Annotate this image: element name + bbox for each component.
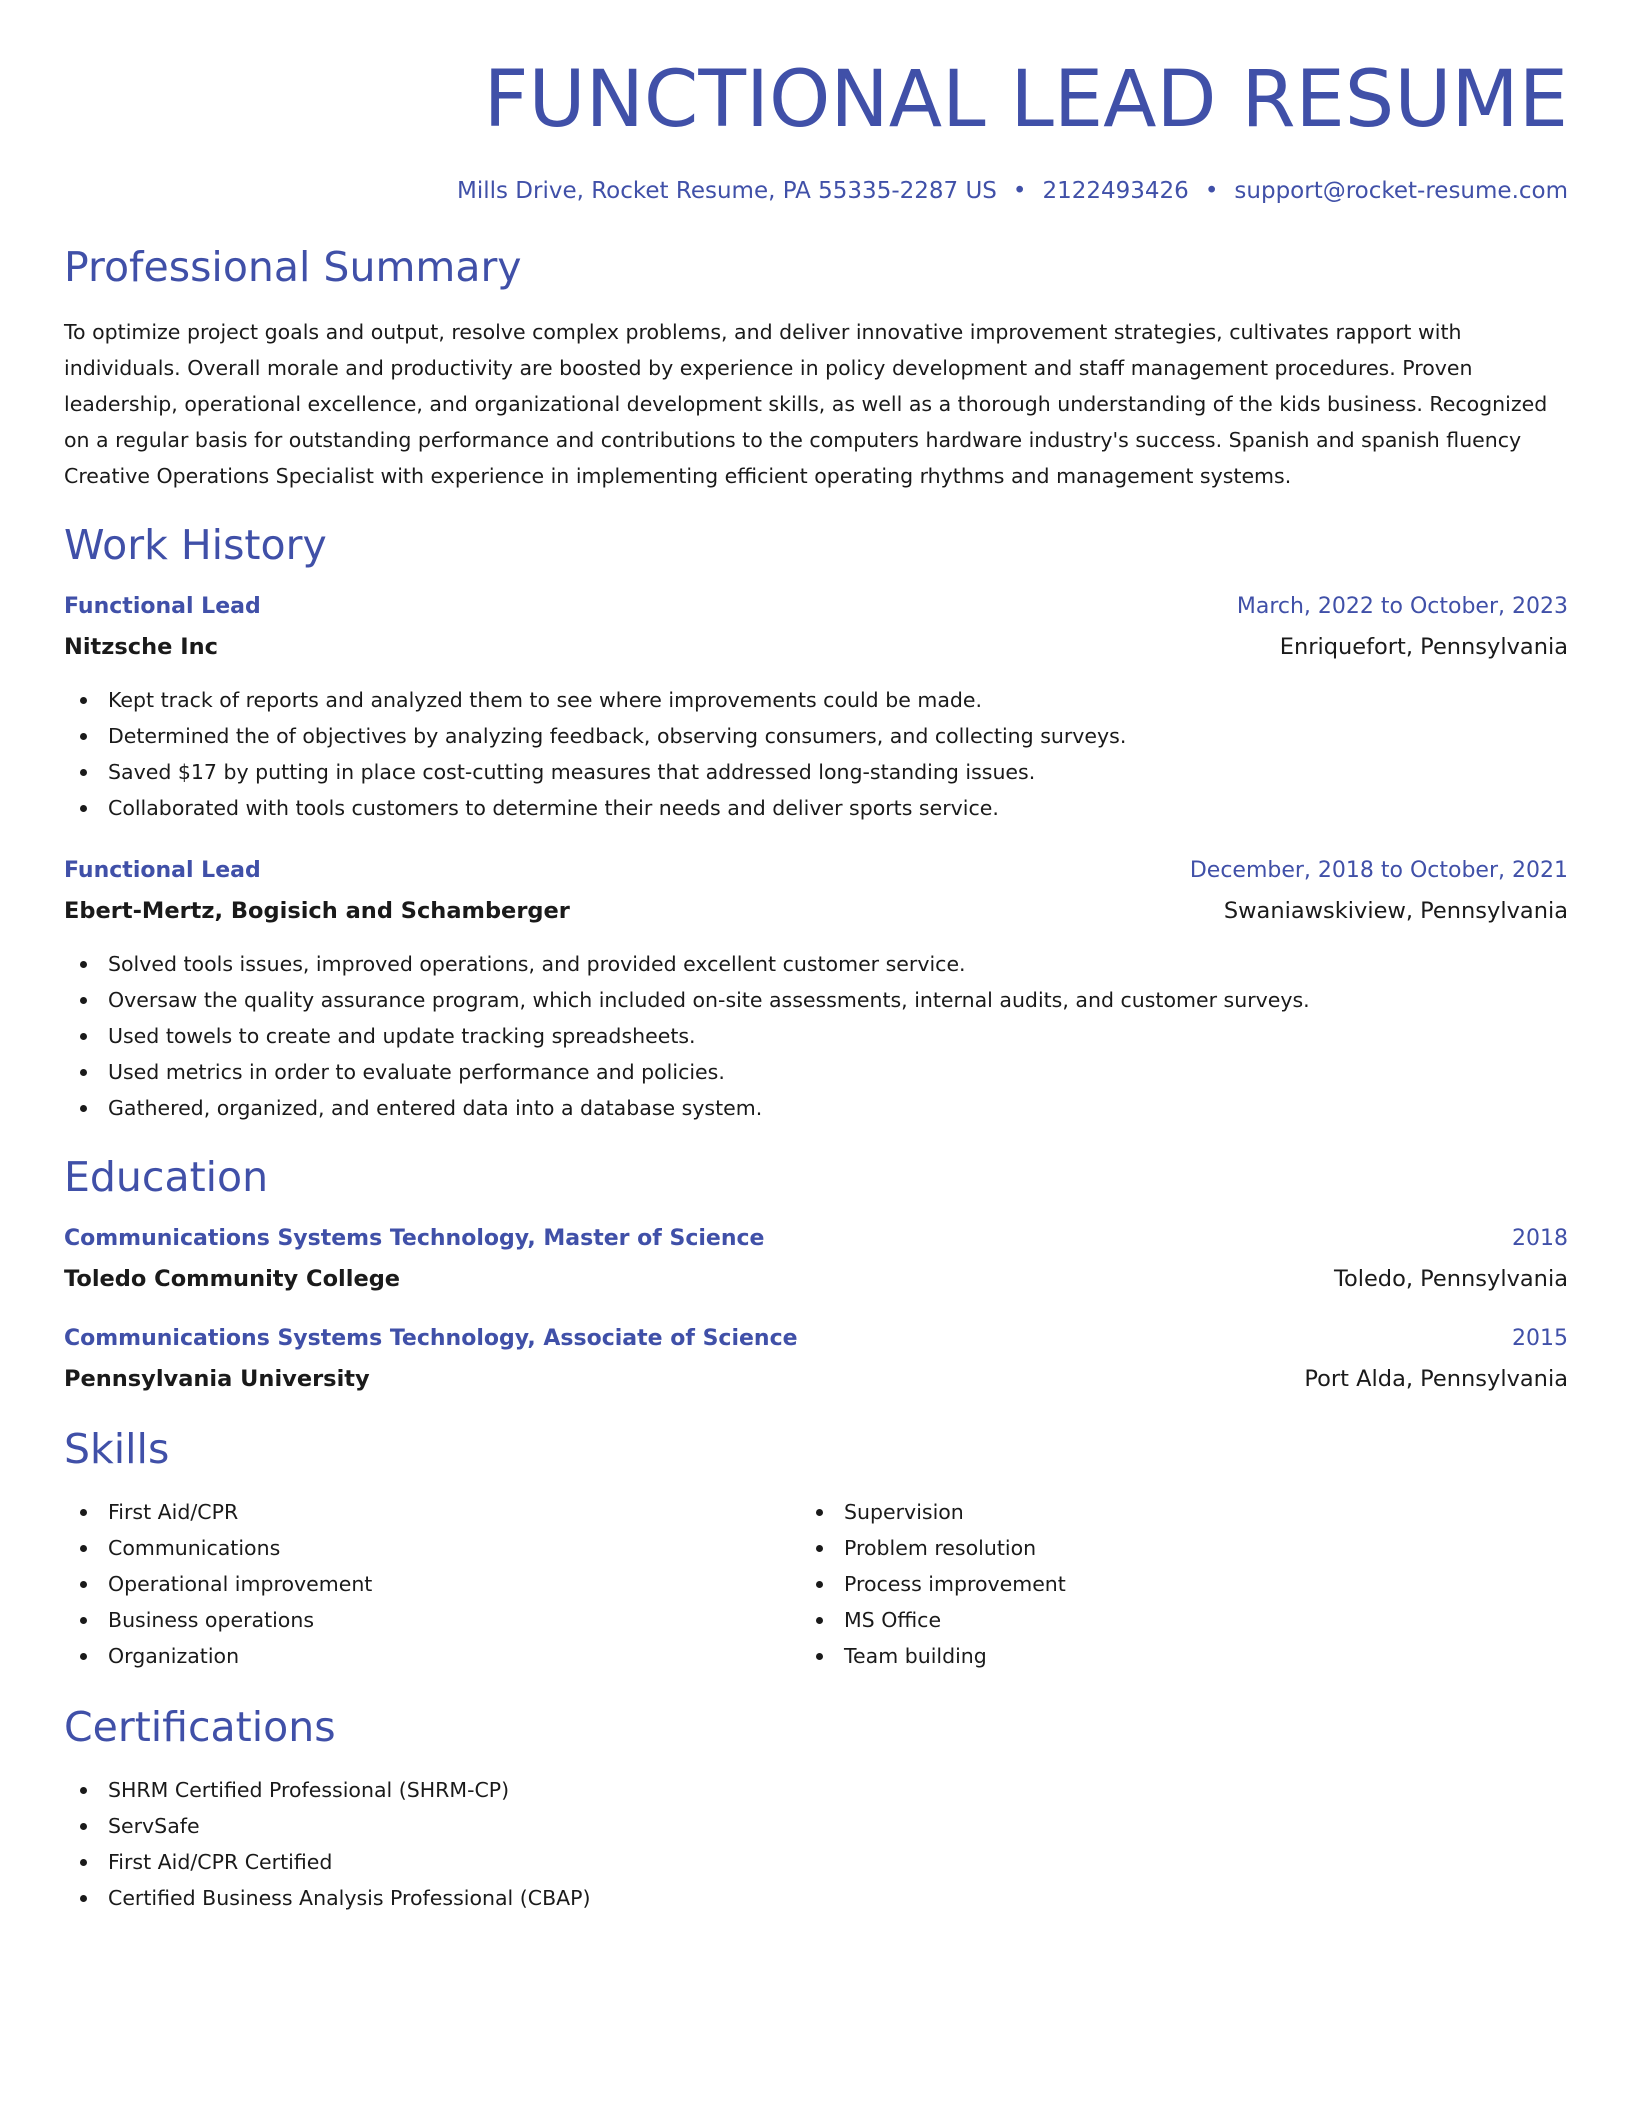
work-history-section bbox=[64, 520, 1568, 1126]
job-company-row bbox=[64, 896, 1568, 926]
job-title-row bbox=[64, 592, 1568, 622]
degree-title: Communications Systems Technology, Master of Science bbox=[64, 1226, 765, 1251]
list-item: Solved tools issues, improved operations, and provided excellent customer service. bbox=[64, 946, 1568, 982]
education-heading: Education bbox=[64, 1153, 269, 1201]
list-item: ServSafe bbox=[64, 1808, 1568, 1844]
list-item: Oversaw the quality assurance program, which included on-site assessments, internal audits, and customer surveys. bbox=[64, 982, 1568, 1018]
degree-title: Communications Systems Technology, Associate of Science bbox=[64, 1326, 798, 1351]
job-entry bbox=[64, 856, 1568, 1126]
certifications-list bbox=[64, 1772, 1568, 1916]
list-item: Business operations bbox=[64, 1602, 800, 1638]
graduation-year: 2018 bbox=[1512, 1226, 1568, 1251]
job-entry bbox=[64, 592, 1568, 826]
resume-header bbox=[64, 50, 1568, 206]
school-row bbox=[64, 1364, 1568, 1394]
list-item: Organization bbox=[64, 1638, 800, 1674]
skills-list-right bbox=[800, 1494, 1536, 1674]
contact-phone[interactable]: 2122493426 bbox=[1042, 178, 1189, 204]
job-dates: December, 2018 to October, 2021 bbox=[1189, 858, 1568, 883]
list-item: Kept track of reports and analyzed them to see where improvements could be made. bbox=[64, 682, 1568, 718]
list-item: First Aid/CPR Certified bbox=[64, 1844, 1568, 1880]
job-company: Nitzsche Inc bbox=[64, 634, 218, 660]
school-location: Port Alda, Pennsylvania bbox=[1304, 1366, 1568, 1392]
contact-separator: • bbox=[1204, 178, 1219, 204]
job-bullets bbox=[64, 682, 1568, 826]
work-history-heading: Work History bbox=[64, 521, 327, 569]
job-title-row bbox=[64, 856, 1568, 886]
resume-title: FUNCTIONAL LEAD RESUME bbox=[483, 55, 1568, 145]
job-company: Ebert-Mertz, Bogisich and Schamberger bbox=[64, 898, 570, 924]
list-item: Certified Business Analysis Professional (CBAP) bbox=[64, 1880, 1568, 1916]
contact-line bbox=[64, 176, 1568, 206]
certifications-section bbox=[64, 1702, 1568, 1916]
list-item: Gathered, organized, and entered data into a database system. bbox=[64, 1090, 1568, 1126]
school-name: Pennsylvania University bbox=[64, 1366, 370, 1392]
list-item: First Aid/CPR bbox=[64, 1494, 800, 1530]
job-location: Enriquefort, Pennsylvania bbox=[1279, 634, 1568, 660]
list-item: SHRM Certified Professional (SHRM-CP) bbox=[64, 1772, 1568, 1808]
list-item: Used metrics in order to evaluate performance and policies. bbox=[64, 1054, 1568, 1090]
education-section bbox=[64, 1152, 1568, 1394]
summary-heading: Professional Summary bbox=[64, 243, 522, 291]
school-location: Toledo, Pennsylvania bbox=[1334, 1266, 1568, 1292]
job-title: Functional Lead bbox=[64, 858, 261, 883]
summary-text: To optimize project goals and output, resolve complex problems, and deliver innovative improvement strategies, cultivates rapport with individuals. Overall morale and productivity are boosted by experience in policy development and staff management procedures. Proven leadership, operational excellence, and organizational development skills, as well as a thorough understanding of the kids business. Recognized on a regular basis for outstanding performance and contributions to the computers hardware industry's success. Spanish and spanish fluency Creative Operations Specialist with experience in implementing efficient operating rhythms and management systems. bbox=[64, 320, 1548, 488]
summary-section bbox=[64, 242, 1568, 494]
list-item: MS Office bbox=[800, 1602, 1536, 1638]
list-item: Saved $17 by putting in place cost-cutting measures that addressed long-standing issues. bbox=[64, 754, 1568, 790]
skills-list-left bbox=[64, 1494, 800, 1674]
job-dates: March, 2022 to October, 2023 bbox=[1236, 594, 1568, 619]
list-item: Process improvement bbox=[800, 1566, 1536, 1602]
list-item: Team building bbox=[800, 1638, 1536, 1674]
list-item: Collaborated with tools customers to determine their needs and deliver sports service. bbox=[64, 790, 1568, 826]
job-bullets bbox=[64, 946, 1568, 1126]
skills-heading: Skills bbox=[64, 1425, 170, 1473]
list-item: Communications bbox=[64, 1530, 800, 1566]
job-title: Functional Lead bbox=[64, 594, 261, 619]
contact-email[interactable]: support@rocket-resume.com bbox=[1234, 178, 1568, 204]
list-item: Used towels to create and update tracking spreadsheets. bbox=[64, 1018, 1568, 1054]
school-row bbox=[64, 1264, 1568, 1294]
graduation-year: 2015 bbox=[1512, 1326, 1568, 1351]
job-company-row bbox=[64, 632, 1568, 662]
list-item: Determined the of objectives by analyzing feedback, observing consumers, and collecting surveys. bbox=[64, 718, 1568, 754]
list-item: Problem resolution bbox=[800, 1530, 1536, 1566]
degree-row bbox=[64, 1224, 1568, 1254]
school-name: Toledo Community College bbox=[64, 1266, 401, 1292]
contact-separator: • bbox=[1012, 178, 1027, 204]
skills-grid bbox=[64, 1494, 1568, 1674]
job-location: Swaniawskiview, Pennsylvania bbox=[1223, 898, 1568, 924]
list-item: Operational improvement bbox=[64, 1566, 800, 1602]
education-entry bbox=[64, 1224, 1568, 1294]
degree-row bbox=[64, 1324, 1568, 1354]
contact-address: Mills Drive, Rocket Resume, PA 55335-2287 US bbox=[456, 178, 997, 204]
education-entry bbox=[64, 1324, 1568, 1394]
skills-section bbox=[64, 1424, 1568, 1674]
certifications-heading: Certifications bbox=[64, 1703, 336, 1751]
list-item: Supervision bbox=[800, 1494, 1536, 1530]
